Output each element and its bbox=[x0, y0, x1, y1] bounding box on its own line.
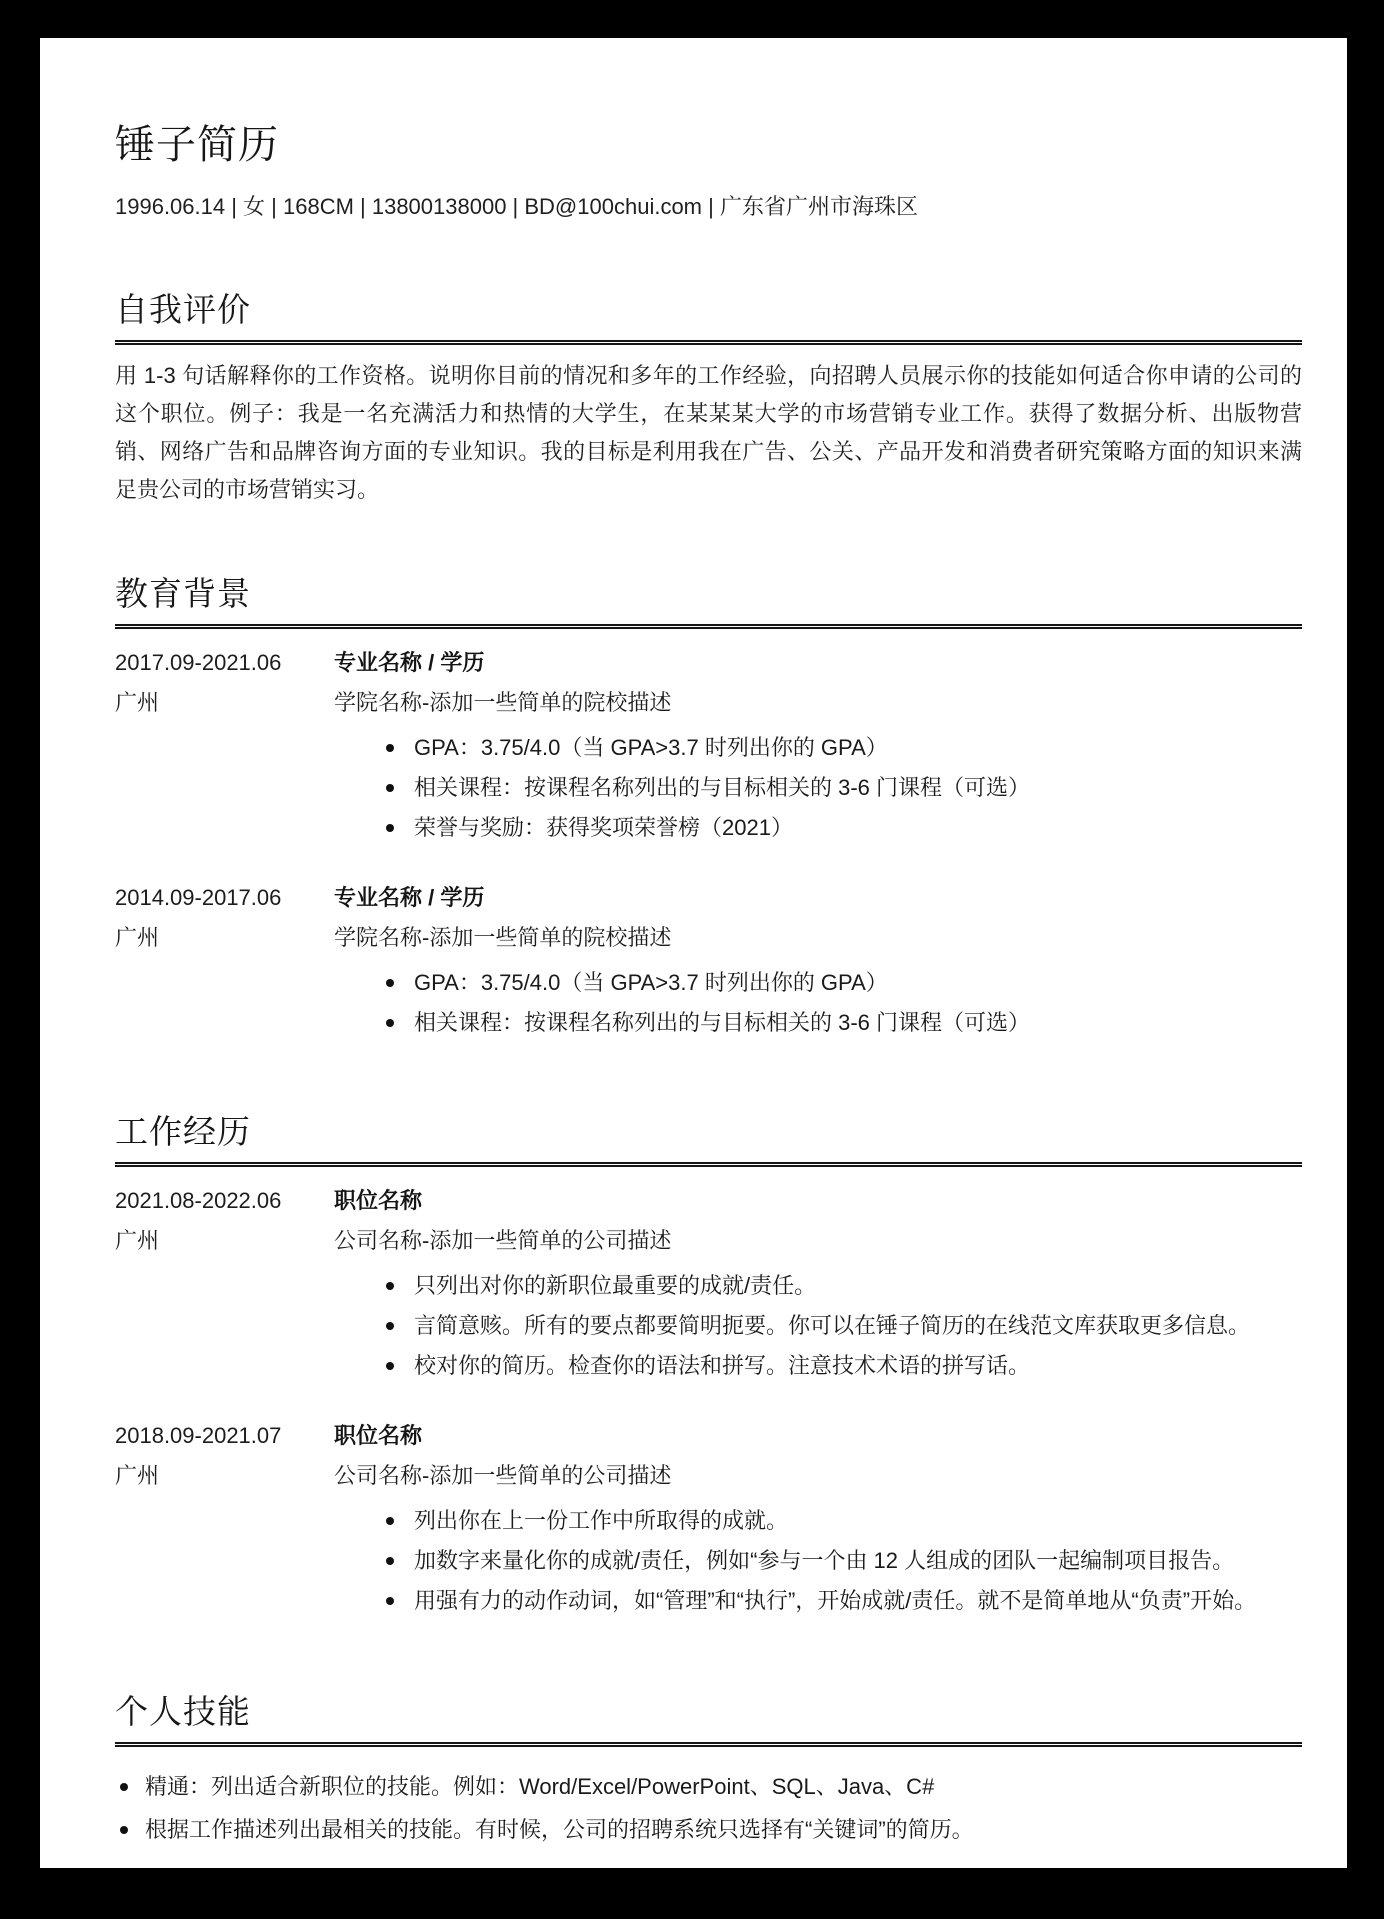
page-title: 锤子简历 bbox=[115, 123, 279, 167]
skills-bullet-list bbox=[115, 1765, 1302, 1851]
section-rule bbox=[115, 624, 1302, 629]
entry-title: 专业名称 / 学历 bbox=[334, 650, 485, 675]
section-skills bbox=[115, 1693, 1302, 1851]
entry-bullet: 加数字来量化你的成就/责任，例如“参与一个由 12 人组成的团队一起编制项目报告。 bbox=[386, 1541, 1302, 1581]
section-rule bbox=[115, 1742, 1302, 1747]
entry-subtitle: 学院名称-添加一些简单的院校描述 bbox=[334, 690, 672, 715]
entry-bullet: GPA：3.75/4.0（当 GPA>3.7 时列出你的 GPA） bbox=[386, 728, 1302, 768]
entry-bullet: GPA：3.75/4.0（当 GPA>3.7 时列出你的 GPA） bbox=[386, 963, 1302, 1003]
resume-content bbox=[40, 123, 1347, 1851]
section-self-evaluation bbox=[115, 291, 1302, 509]
entry-right-column bbox=[334, 643, 1302, 848]
entry-subtitle: 公司名称-添加一些简单的公司描述 bbox=[334, 1228, 672, 1253]
entry-location: 广州 bbox=[115, 1463, 160, 1488]
section-heading-education: 教育背景 bbox=[115, 575, 251, 612]
entry-title: 专业名称 / 学历 bbox=[334, 885, 485, 910]
education-entry bbox=[115, 643, 1302, 848]
work-entry bbox=[115, 1416, 1302, 1621]
resume-page bbox=[40, 38, 1347, 1868]
section-heading-work: 工作经历 bbox=[115, 1113, 251, 1150]
entry-location: 广州 bbox=[115, 690, 160, 715]
skill-bullet: 根据工作描述列出最相关的技能。有时候，公司的招聘系统只选择有“关键词”的简历。 bbox=[115, 1808, 1302, 1851]
entry-right-column bbox=[334, 1416, 1302, 1621]
entry-date: 2018.09-2021.07 bbox=[115, 1423, 282, 1448]
entry-bullet: 相关课程：按课程名称列出的与目标相关的 3-6 门课程（可选） bbox=[386, 768, 1302, 808]
entry-right-column bbox=[334, 1181, 1302, 1386]
entry-left-column bbox=[115, 878, 334, 958]
entry-date: 2017.09-2021.06 bbox=[115, 650, 282, 675]
entry-left-column bbox=[115, 1416, 334, 1496]
entry-left-column bbox=[115, 1181, 334, 1261]
entry-bullet: 列出你在上一份工作中所取得的成就。 bbox=[386, 1501, 1302, 1541]
contact-line: 1996.06.14 | 女 | 168CM | 13800138000 | BD@100chui.com | 广东省广州市海珠区 bbox=[115, 194, 918, 219]
skill-bullet: 精通：列出适合新职位的技能。例如：Word/Excel/PowerPoint、SQL、Java、C# bbox=[115, 1765, 1302, 1808]
section-heading-skills: 个人技能 bbox=[115, 1693, 251, 1730]
entry-bullet: 言简意赅。所有的要点都要简明扼要。你可以在锤子简历的在线范文库获取更多信息。 bbox=[386, 1306, 1302, 1346]
entry-right-column bbox=[334, 878, 1302, 1043]
section-work-experience bbox=[115, 1113, 1302, 1621]
entry-bullet-list bbox=[334, 1501, 1302, 1621]
entry-bullet: 只列出对你的新职位最重要的成就/责任。 bbox=[386, 1266, 1302, 1306]
education-entry bbox=[115, 878, 1302, 1043]
section-heading-self-evaluation: 自我评价 bbox=[115, 291, 251, 328]
entry-bullet: 相关课程：按课程名称列出的与目标相关的 3-6 门课程（可选） bbox=[386, 1003, 1302, 1043]
entry-subtitle: 公司名称-添加一些简单的公司描述 bbox=[334, 1463, 672, 1488]
entry-date: 2021.08-2022.06 bbox=[115, 1188, 282, 1213]
work-entry bbox=[115, 1181, 1302, 1386]
entry-bullet: 用强有力的动作动词，如“管理”和“执行”，开始成就/责任。就不是简单地从“负责”开始。 bbox=[386, 1581, 1302, 1621]
entry-subtitle: 学院名称-添加一些简单的院校描述 bbox=[334, 925, 672, 950]
section-education bbox=[115, 575, 1302, 1043]
entry-bullet-list bbox=[334, 728, 1302, 848]
entry-left-column bbox=[115, 643, 334, 723]
section-rule bbox=[115, 1162, 1302, 1167]
entry-location: 广州 bbox=[115, 1228, 160, 1253]
entry-bullet-list bbox=[334, 1266, 1302, 1386]
entry-location: 广州 bbox=[115, 925, 160, 950]
entry-bullet: 校对你的简历。检查你的语法和拼写。注意技术术语的拼写话。 bbox=[386, 1346, 1302, 1386]
entry-bullet: 荣誉与奖励：获得奖项荣誉榜（2021） bbox=[386, 808, 1302, 848]
entry-date: 2014.09-2017.06 bbox=[115, 885, 282, 910]
entry-title: 职位名称 bbox=[334, 1188, 423, 1213]
entry-title: 职位名称 bbox=[334, 1423, 423, 1448]
summary-paragraph: 用 1-3 句话解释你的工作资格。说明你目前的情况和多年的工作经验，向招聘人员展示你的技能如何适合你申请的公司的这个职位。例子：我是一名充满活力和热情的大学生，在某某某大学的市场营销专业工作。获得了数据分析、出版物营销、网络广告和品牌咨询方面的专业知识。我的目标是利用我在广告、公关、产品开发和消费者研究策略方面的知识来满足贵公司的市场营销实习。 bbox=[115, 363, 1302, 502]
section-rule bbox=[115, 340, 1302, 345]
entry-bullet-list bbox=[334, 963, 1302, 1043]
